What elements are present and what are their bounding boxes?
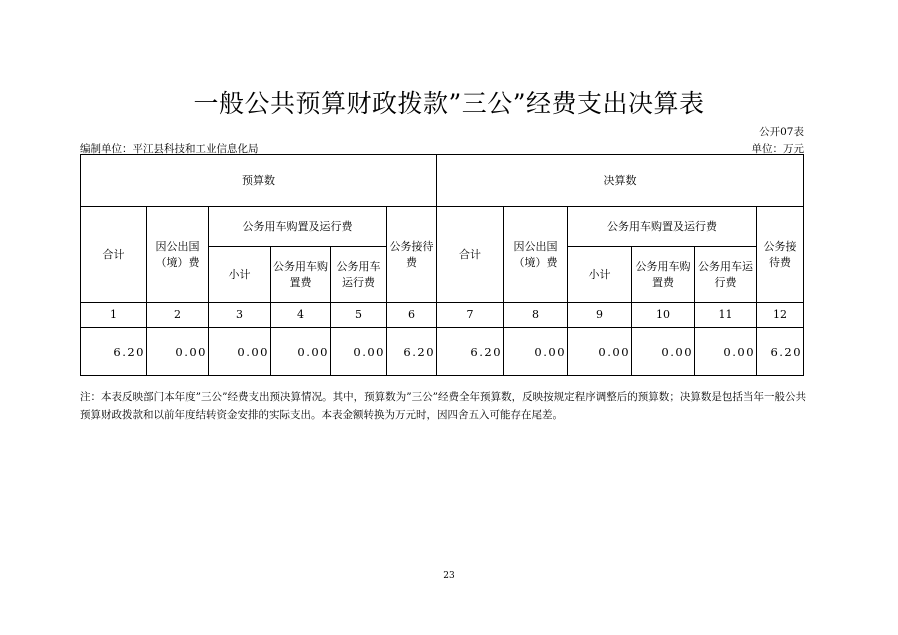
budget-subtotal-header: 小计	[209, 247, 271, 303]
column-number: 6	[387, 303, 437, 328]
value-cell: 6.20	[757, 328, 804, 376]
column-number: 11	[695, 303, 757, 328]
column-number: 3	[209, 303, 271, 328]
actual-vehicle-purchase-header: 公务用车购置费	[632, 247, 695, 303]
budget-vehicle-operation-header: 公务用车运行费	[331, 247, 387, 303]
column-number: 7	[437, 303, 504, 328]
actual-header: 决算数	[437, 155, 804, 207]
budget-header: 预算数	[81, 155, 437, 207]
actual-total-header: 合计	[437, 207, 504, 303]
value-cell: 0.00	[695, 328, 757, 376]
footnote: 注：本表反映部门本年度”三公”经费支出预决算情况。其中，预算数为”三公”经费全年预算数，反映按规定程序调整后的预算数；决算数是包括当年一般公共预算财政拨款和以前年度结转资金安排的实际支出。本表金额转换为万元时，因四舍五入可能存在尾差。	[80, 391, 806, 421]
budget-vehicle-group-header: 公务用车购置及运行费	[209, 207, 387, 247]
column-number: 4	[271, 303, 331, 328]
budget-reception-header: 公务接待费	[387, 207, 437, 303]
value-cell: 6.20	[387, 328, 437, 376]
column-number: 1	[81, 303, 147, 328]
reporting-unit: 编制单位：平江县科技和工业信息化局	[80, 143, 259, 155]
value-cell: 0.00	[632, 328, 695, 376]
column-number: 2	[147, 303, 209, 328]
budget-overseas-header: 因公出国（境）费	[147, 207, 209, 303]
page-title: 一般公共预算财政拨款”三公”经费支出决算表	[193, 89, 705, 118]
actual-reception-header: 公务接待费	[757, 207, 804, 303]
actual-subtotal-header: 小计	[568, 247, 632, 303]
column-number: 10	[632, 303, 695, 328]
column-number: 12	[757, 303, 804, 328]
actual-overseas-header: 因公出国（境）费	[504, 207, 568, 303]
column-number: 5	[331, 303, 387, 328]
currency-unit: 单位：万元	[751, 143, 804, 155]
column-number: 9	[568, 303, 632, 328]
value-cell: 0.00	[504, 328, 568, 376]
form-code: 公开07表	[759, 126, 804, 138]
expenditure-table	[80, 154, 804, 376]
value-cell: 6.20	[81, 328, 147, 376]
value-cell: 0.00	[209, 328, 271, 376]
value-cell: 0.00	[568, 328, 632, 376]
page-number: 23	[443, 571, 455, 581]
column-number: 8	[504, 303, 568, 328]
actual-vehicle-group-header: 公务用车购置及运行费	[568, 207, 757, 247]
value-cell: 6.20	[437, 328, 504, 376]
value-cell: 0.00	[271, 328, 331, 376]
value-cell: 0.00	[331, 328, 387, 376]
budget-vehicle-purchase-header: 公务用车购置费	[271, 247, 331, 303]
actual-vehicle-operation-header: 公务用车运行费	[695, 247, 757, 303]
budget-total-header: 合计	[81, 207, 147, 303]
value-cell: 0.00	[147, 328, 209, 376]
